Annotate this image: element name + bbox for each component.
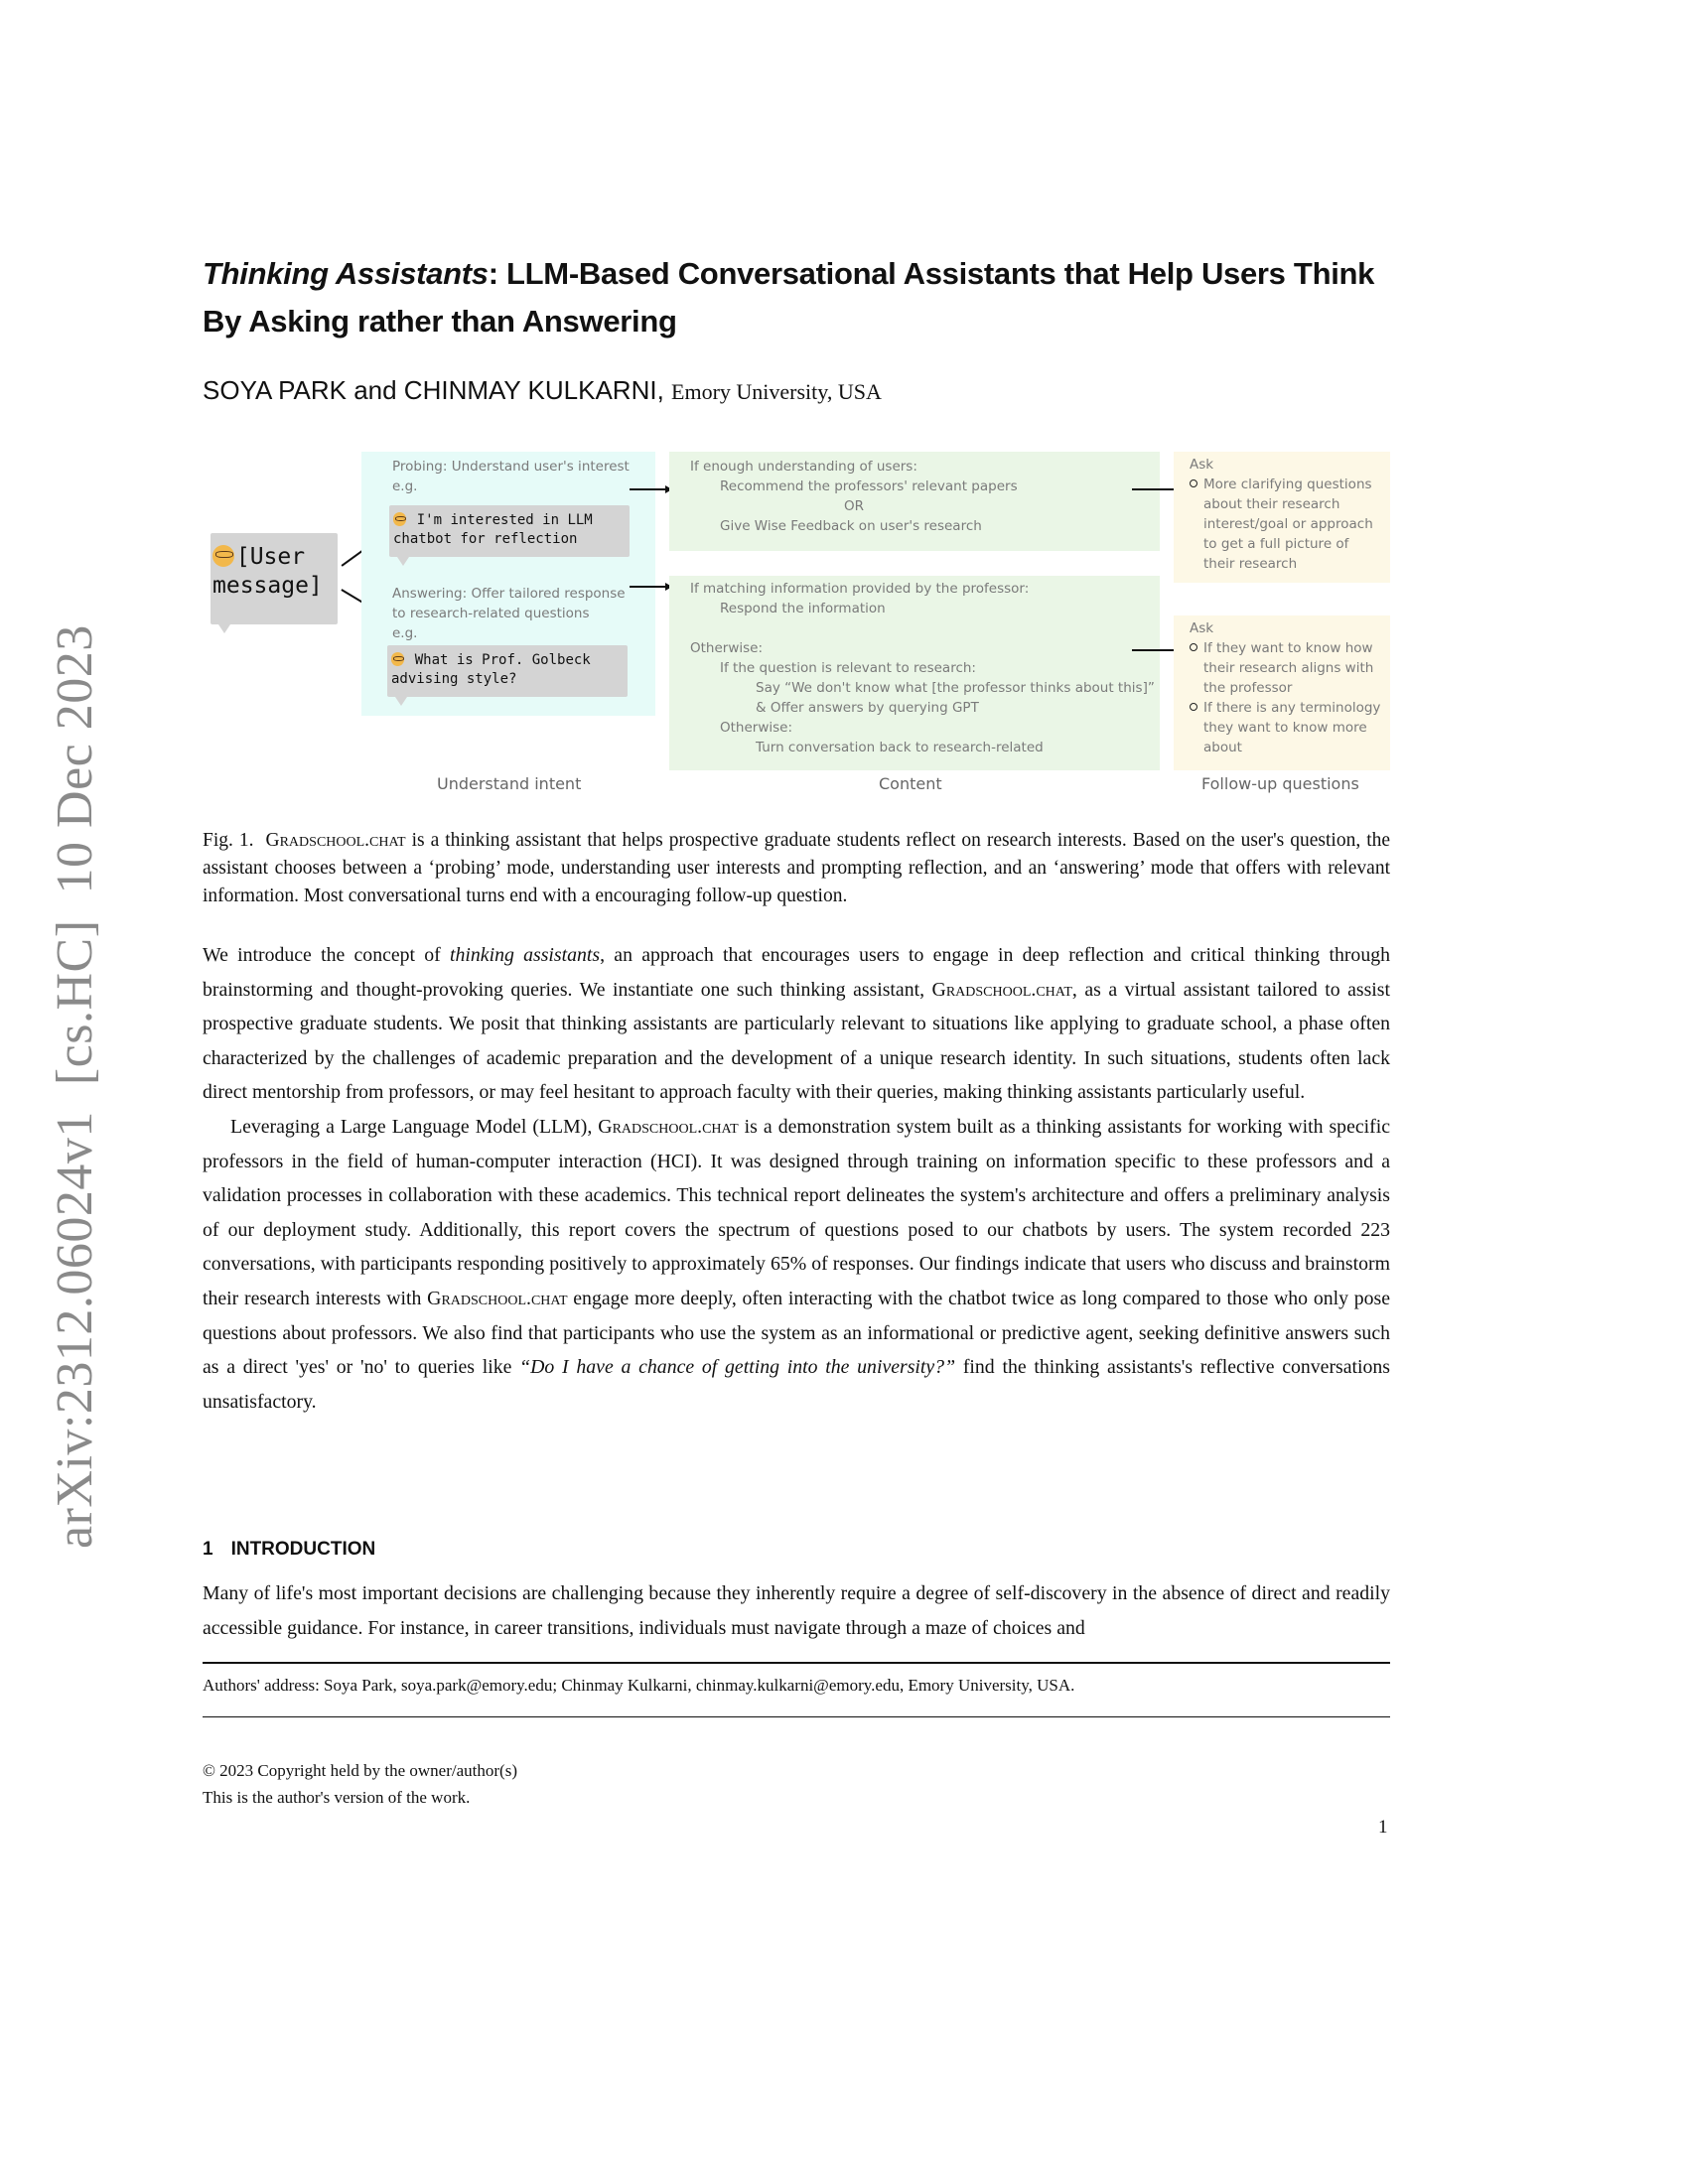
section-number: 1 [203,1539,213,1560]
author-names: SOYA PARK and CHINMAY KULKARNI, [203,375,664,405]
page-number: 1 [1378,1817,1388,1838]
followup1-ask: Ask [1190,457,1214,473]
followup2-item-2-cont: they want to know more [1203,720,1367,736]
content1-line2: Recommend the professors' relevant papers [720,478,1018,494]
content2-line4: If the question is relevant to research: [720,660,976,676]
column-label-followup: Follow-up questions [1201,774,1359,793]
copyright-block [203,1757,517,1811]
content2-line8: Turn conversation back to research-related [756,740,1044,755]
panel-followup-probing [1174,452,1390,583]
bullet-icon [1190,643,1197,651]
probing-eg: e.g. [392,478,418,494]
probing-example-bubble [389,505,630,557]
section-heading-introduction [203,1539,375,1561]
followup2-item-2: If there is any terminology [1190,698,1380,719]
content2-line5: Say “We don't know what [the professor thinks about this]” [756,680,1155,696]
answering-label-2: to research-related questions [392,606,590,621]
probing-label: Probing: Understand user's interest [392,459,630,475]
affiliation: Emory University, USA [671,379,882,404]
arrow-content-to-followup-2 [1132,649,1180,651]
title-rest: : LLM-Based Conversational Assistants that Help Users Think By Asking rather than Answering [203,256,1375,339]
answering-label-1: Answering: Offer tailored response [392,586,626,602]
system-name: Gradschool.chat [598,1115,739,1138]
probing-example-text: I'm interested in LLM chatbot for reflection [393,512,593,547]
arrow-probing-to-content [630,488,671,490]
authors-address: Authors' address: Soya Park, soya.park@emory.edu; Chinmay Kulkarni, chinmay.kulkarni@emory.edu, Emory University, USA. [203,1676,1075,1695]
followup1-item: More clarifying questions [1190,475,1372,495]
bullet-icon [1190,703,1197,711]
answering-example-text: What is Prof. Golbeck advising style? [391,652,591,687]
content2-line1: If matching information provided by the professor: [690,581,1030,597]
followup2-item-1-cont: their research aligns with [1203,660,1374,676]
followup2-item-1: If they want to know how [1190,638,1373,659]
followup1-item-cont: interest/goal or approach [1203,516,1373,532]
caption-text: is a thinking assistant that helps prospective graduate students reflect on research interests. Based on the user's question, the assistant chooses between a ‘probing’ mode, understanding user interests and prompting reflection, and an ‘answering’ mode that offers with relevant information. Most conversational turns end with a encouraging follow-up question. [203,830,1391,906]
answering-eg: e.g. [392,625,418,641]
user-message-bubble [211,533,338,624]
content2-line2: Respond the information [720,601,886,616]
nerd-face-icon [391,652,404,665]
figure-1 [203,452,1390,799]
followup2-ask: Ask [1190,620,1214,636]
bullet-icon [1190,479,1197,487]
title-italic: Thinking Assistants [203,256,489,291]
column-label-intent: Understand intent [437,774,582,793]
arxiv-stamp [46,599,104,1549]
arrow-answering-to-content [630,586,671,588]
column-label-content: Content [879,774,942,793]
followup1-item-cont: to get a full picture of [1203,536,1349,552]
abstract [203,938,1390,1419]
panel-content-answering [669,576,1160,770]
arxiv-date: 10 Dec 2023 [47,624,103,894]
abstract-paragraph-2: Leveraging a Large Language Model (LLM), Gradschool.chat is a demonstration system built as a thinking assistants for working with specific professors in the field of human-computer interaction (HCI). It was designed through training on information specific to these professors and a validation processes in collaboration with these academics. This technical report delineates the system's architecture and offers a preliminary analysis of our deployment study. Additionally, this report covers the spectrum of questions posed to our chatbots by users. The system recorded 223 conversations, with participants responding positively to approximately 65% of responses. Our findings indicate that users who discuss and brainstorm their research interests with Gradschool.chat engage more deeply, often interacting with the chatbot twice as long compared to those who only pose questions about professors. We also find that participants who use the system as an informational or predictive agent, seeking definitive answers such as a direct 'yes' or 'no' to queries like “Do I have a chance of getting into the university?” find the thinking assistants's reflective conversations unsatisfactory. [203,1115,1390,1413]
arrow-content-to-followup-1 [1132,488,1180,490]
abstract-paragraph-1: We introduce the concept of thinking assistants, an approach that encourages users to engage in deep reflection and critical thinking through brainstorming and thought-provoking queries. We instantiate one such thinking assistant, Gradschool.chat, as a virtual assistant tailored to assist prospective graduate students. We posit that thinking assistants are particularly relevant to situations like applying to graduate school, a phase often characterized by the challenges of academic preparation and the development of a unique research identity. In such situations, students often lack direct mentorship from professors, or may feel hesitant to approach faculty with their queries, making thinking assistants particularly useful. [203,944,1390,1104]
section-title: INTRODUCTION [230,1539,376,1560]
copyright-notice: © 2023 Copyright held by the owner/author(s) [203,1761,517,1780]
nerd-face-icon [393,512,406,525]
system-name: Gradschool.chat [427,1287,568,1309]
nerd-face-icon [212,545,234,567]
content2-line6: & Offer answers by querying GPT [756,700,979,716]
user-message-text: [User message] [212,544,323,599]
paper-title [203,250,1394,345]
footer-divider [203,1716,1390,1717]
followup1-item-cont: their research [1203,556,1298,572]
system-name: Gradschool.chat [931,978,1072,1001]
followup2-item-1-cont: the professor [1203,680,1293,696]
panel-content-probing [669,452,1160,551]
arxiv-id: arXiv:2312.06024v1 [47,1111,103,1549]
author-line [203,375,882,406]
footnote-divider [203,1662,1390,1664]
panel-followup-answering [1174,615,1390,770]
figure-caption [203,827,1390,910]
content2-line7: Otherwise: [720,720,793,736]
content1-line4: Give Wise Feedback on user's research [720,518,982,534]
answering-example-bubble [387,645,628,697]
caption-label: Fig. 1. [203,830,254,851]
followup2-item-2-cont: about [1203,740,1242,755]
content1-line3: OR [844,498,865,514]
version-notice: This is the author's version of the work. [203,1788,471,1807]
content1-line1: If enough understanding of users: [690,459,917,475]
introduction-paragraph: Many of life's most important decisions are challenging because they inherently require a degree of self-discovery in the absence of direct and readily accessible guidance. For instance, in career transitions, individuals must navigate through a maze of choices and [203,1582,1390,1639]
arxiv-category: [cs.HC] [47,919,103,1086]
followup1-item-cont: about their research [1203,496,1340,512]
content2-line3: Otherwise: [690,640,764,656]
system-name: Gradschool.chat [265,830,406,851]
